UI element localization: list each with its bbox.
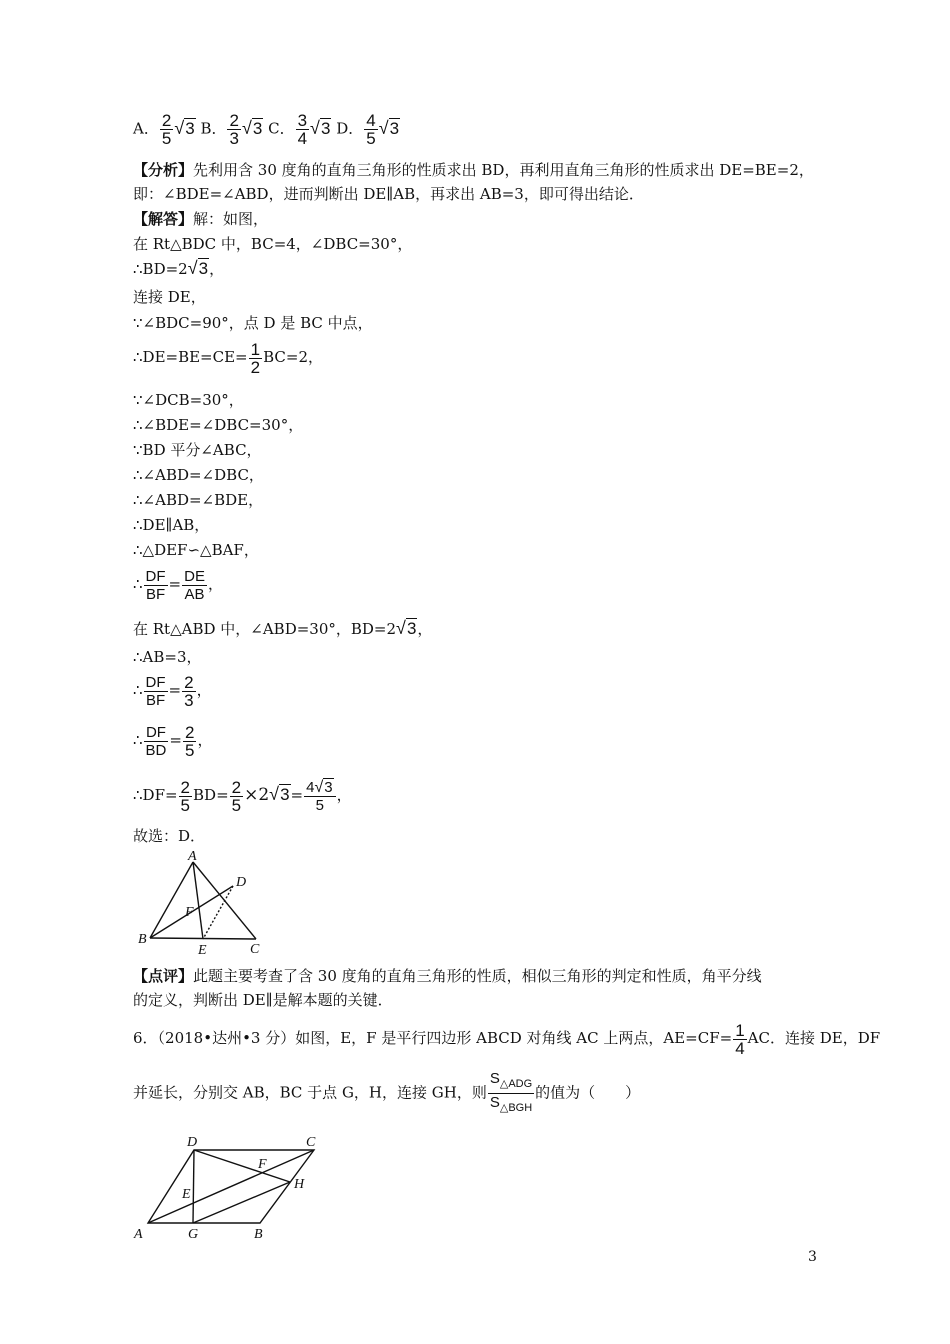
sqrt: √3 — [396, 618, 417, 638]
solution-step-14: 在 Rt△ABD 中，∠ABD=30°，BD=2√3， — [133, 618, 433, 638]
point-a-label: A — [134, 1227, 143, 1242]
point-g-label: G — [188, 1227, 199, 1242]
option-d-sqrt: √3 — [378, 117, 400, 138]
parallelogram-figure — [130, 1130, 330, 1242]
point-d-label: D — [187, 1135, 198, 1150]
analysis-line-1: 【分析】先利用含 30 度角的直角三角形的性质求出 BD，再利用直角三角形的性质求出 DE=BE=2， — [133, 161, 814, 179]
answer-options — [133, 112, 400, 147]
option-a-fraction: $\frac{2}{5}$ — [161, 111, 172, 148]
fraction-two-fifths: $\frac{2}{5}$ — [184, 722, 195, 760]
solution-step-8: ∵BD 平分∠ABC， — [133, 441, 262, 459]
option-c-label: C． — [268, 119, 295, 138]
fraction-two-fifths: $\frac{2}{5}$ — [180, 777, 191, 815]
fraction-two-fifths: $\frac{2}{5}$ — [231, 777, 242, 815]
point-e-label: E — [198, 943, 207, 958]
sqrt: √3 — [187, 258, 209, 278]
point-b-label: B — [254, 1227, 263, 1242]
solution-step-2: ∴BD=2√3， — [133, 258, 225, 278]
comment-line-1: 【点评】此题主要考查了含 30 度角的直角三角形的性质，相似三角形的判定和性质，角平分线 — [133, 967, 762, 985]
area-ratio-fraction: $\frac{S_{\triangle ADG}}{S_{\triangle BGH}}$ — [489, 1070, 533, 1114]
solution-step-11: ∴DE∥AB， — [133, 516, 210, 534]
solution-step-7: ∴∠BDE=∠DBC=30°， — [133, 416, 304, 434]
analysis-line-2: 即：∠BDE=∠ABD，进而判断出 DE∥AB，再求出 AB=3，即可得出结论． — [133, 185, 644, 203]
fraction-df-bd: $\frac{DF}{BD}$ — [145, 723, 167, 759]
point-f-label: F — [185, 905, 194, 920]
segment-ab — [150, 862, 193, 938]
solution-step-5: ∴DE=BE=CE= $\frac{1}{2}$ BC=2， — [133, 339, 323, 377]
solution-step-16: ∴ $\frac{DF}{BF}$ = $\frac{2}{3}$ ， — [133, 672, 212, 710]
option-d-label: D． — [336, 119, 364, 138]
segment-dh — [194, 1150, 290, 1182]
solution-step-12: ∴△DEF∽△BAF， — [133, 541, 259, 559]
point-f-label: F — [258, 1157, 267, 1172]
segment-de-dotted — [203, 886, 233, 939]
option-d-fraction: $\frac{4}{5}$ — [366, 111, 376, 148]
option-b-sqrt: √3 — [241, 117, 263, 138]
solution-step-10: ∴∠ABD=∠BDE， — [133, 491, 264, 509]
point-d-label: D — [236, 875, 247, 890]
fraction-one-half: $\frac{1}{2}$ — [250, 339, 261, 377]
fraction-df-bf: $\frac{DF}{BF}$ — [145, 567, 166, 603]
page-number: 3 — [808, 1249, 817, 1265]
point-b-label: B — [138, 932, 147, 947]
solution-step-6: ∵∠DCB=30°， — [133, 391, 244, 409]
option-a-sqrt: √3 — [174, 117, 195, 138]
solution-step-13: ∴ $\frac{DF}{BF}$ = $\frac{DE}{AB}$ ， — [133, 567, 223, 603]
point-h-label: H — [294, 1177, 305, 1192]
fraction-one-quarter: $\frac{1}{4}$ — [735, 1020, 745, 1058]
solution-step-3: 连接 DE， — [133, 288, 206, 306]
point-a-label: A — [188, 849, 197, 864]
fraction-result: $\frac{4√3}{5}$ — [304, 779, 335, 814]
triangle-figure — [130, 848, 280, 960]
segment-dg — [193, 1150, 194, 1223]
point-c-label: C — [250, 942, 260, 957]
question-6-line-1: 6．（2018•达州•3 分）如图，E，F 是平行四边形 ABCD 对角线 AC 上两点，AE=CF= $\frac{1}{4}$ AC．连接 DE，DF — [133, 1020, 881, 1058]
fraction-de-ab: $\frac{DE}{AB}$ — [184, 567, 205, 603]
point-c-label: C — [306, 1135, 316, 1150]
option-b-fraction: $\frac{2}{3}$ — [229, 111, 239, 148]
solution-step-9: ∴∠ABD=∠DBC， — [133, 466, 264, 484]
solution-step-17: ∴ $\frac{DF}{BD}$ = $\frac{2}{5}$ ， — [133, 722, 213, 760]
option-c-sqrt: √3 — [310, 117, 331, 138]
diagonal-ac — [148, 1150, 314, 1223]
segment-ae — [193, 862, 203, 939]
fraction-df-bf: $\frac{DF}{BF}$ — [145, 673, 166, 709]
solution-step-15: ∴AB=3， — [133, 648, 202, 666]
comment-line-2: 的定义，判断出 DE∥是解本题的关键． — [133, 991, 393, 1009]
fraction-two-thirds: $\frac{2}{3}$ — [184, 672, 194, 710]
point-e-label: E — [182, 1187, 191, 1202]
option-a-label: A． — [133, 119, 159, 138]
question-6-line-2: 并延长，分别交 AB，BC 于点 G，H，连接 GH，则 $\frac{S_{\triangle ADG}}{S_{\triangle BGH}}$ 的值为（ ） — [133, 1070, 640, 1117]
solution-step-18: ∴DF= $\frac{2}{5}$ BD= $\frac{2}{5}$ ×2√3= $\frac{4√3}{5}$ ， — [133, 775, 352, 814]
option-b-label: B． — [200, 119, 227, 138]
solution-choice: 故选：D． — [133, 827, 206, 845]
solution-step-1: 在 Rt△BDC 中，BC=4，∠DBC=30°， — [133, 235, 413, 253]
solution-intro: 【解答】解：如图， — [133, 210, 269, 228]
option-c-fraction: $\frac{3}{4}$ — [297, 111, 308, 148]
sqrt: √3 — [269, 784, 290, 804]
solution-step-4: ∵∠BDC=90°，点 D 是 BC 中点， — [133, 314, 373, 332]
